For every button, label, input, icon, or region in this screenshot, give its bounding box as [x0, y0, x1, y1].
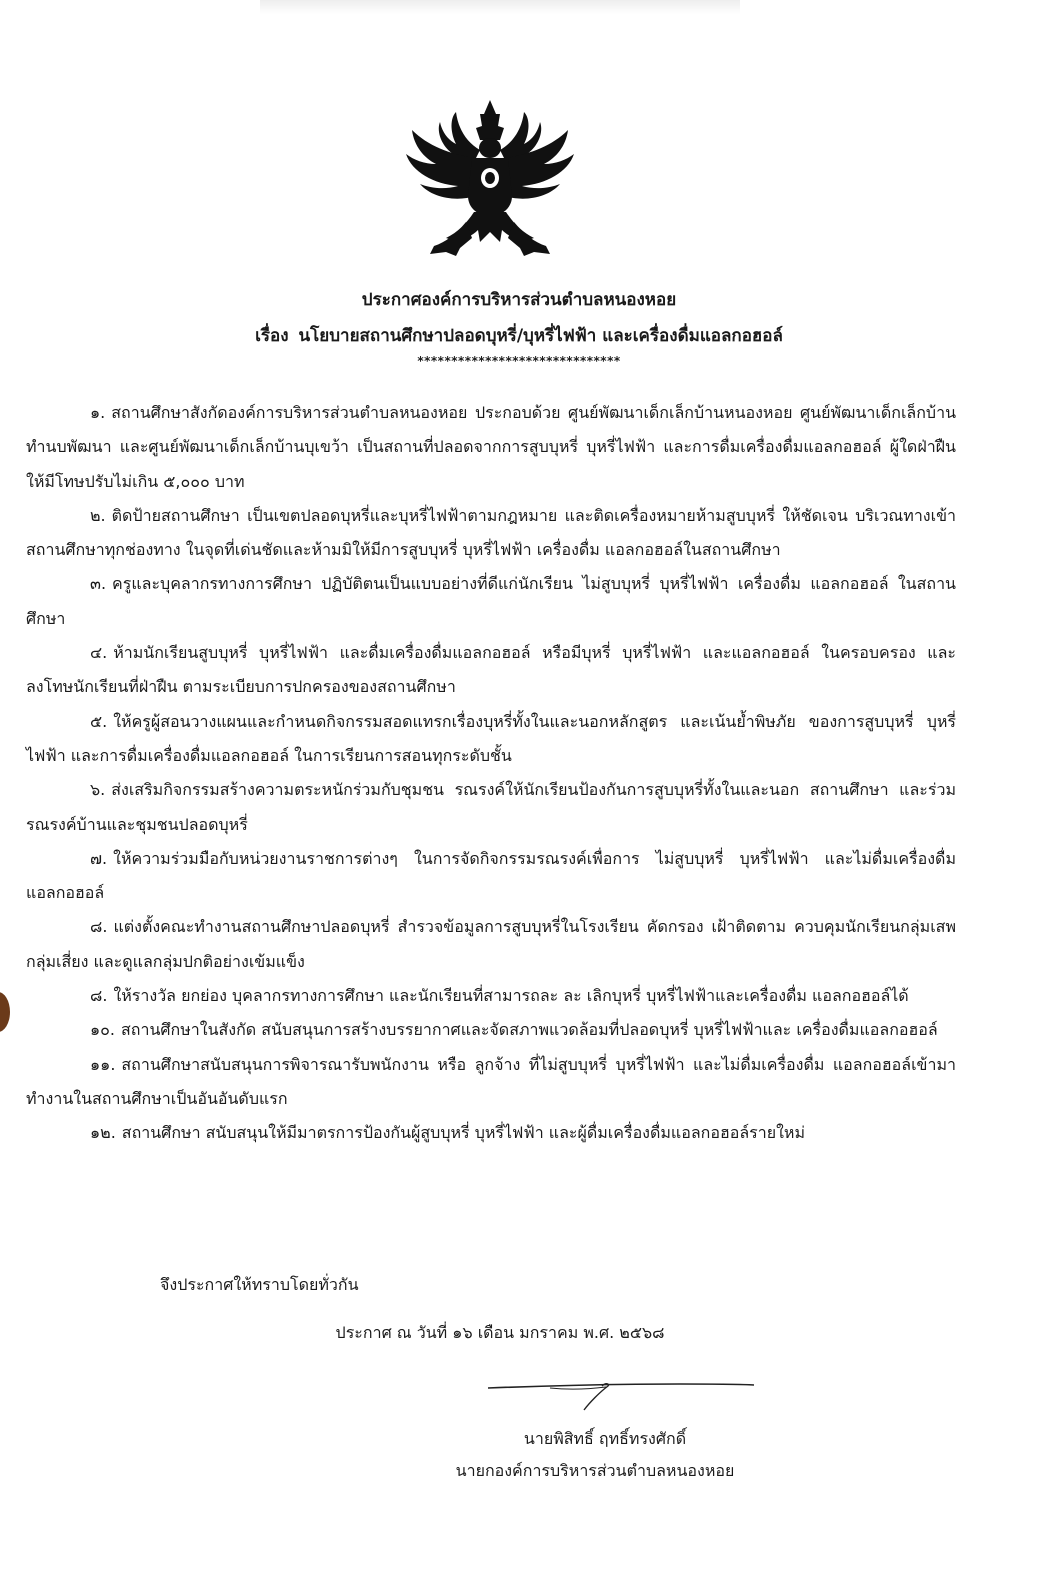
title-separator: ****************************** [417, 354, 621, 368]
item-number: ๒. [90, 505, 106, 525]
item-text: ให้ความร่วมมือกับหน่วยงานราชการต่างๆ ในการจัดกิจกรรมรณรงค์เพื่อการ ไม่สูบบุหรี่ บุหรี่ไฟฟ้า และไม่ดื่มเครื่องดื่มแอลกอฮอล์ [26, 848, 956, 903]
policy-item [26, 1048, 956, 1117]
subject-text: นโยบายสถานศึกษาปลอดบุหรี่/บุหรี่ไฟฟ้า และเครื่องดื่มแอลกอฮอล์ [298, 326, 783, 346]
item-number: ๕. [90, 711, 108, 731]
garuda-emblem-icon [400, 92, 580, 262]
closing-statement: จึงประกาศให้ทราบโดยทั่วกัน [160, 1275, 359, 1294]
item-text: สถานศึกษาสนับสนุนการพิจารณารับพนักงาน หรือ ลูกจ้าง ที่ไม่สูบบุหรี่ บุหรี่ไฟฟ้า และไม่ดื่มเครื่องดื่ม แอลกอฮอล์เข้ามาทำงานในสถานศึกษาเป็นอันอันดับแรก [26, 1054, 956, 1108]
item-text: ส่งเสริมกิจกรรมสร้างความตระหนักร่วมกับชุมชน รณรงค์ให้นักเรียนป้องกันการสูบบุหรี่ทั้งในและนอก สถานศึกษา และร่วมรณรงค์บ้านและชุมชนปลอดบุหรี่ [26, 780, 956, 834]
policy-item [26, 499, 956, 568]
announcement-title: ประกาศองค์การบริหารส่วนตำบลหนองหอย [361, 290, 677, 310]
policy-item [26, 979, 956, 1013]
item-text: สถานศึกษาในสังกัด สนับสนุนการสร้างบรรยากาศและจัดสภาพแวดล้อมที่ปลอดบุหรี่ บุหรี่ไฟฟ้าและ เครื่องดื่มแอลกอฮอล์ [121, 1020, 938, 1040]
item-number: ๑๐. [90, 1020, 116, 1040]
item-number: ๖. [90, 780, 106, 800]
policy-item [26, 910, 956, 979]
handwritten-signature-icon [480, 1366, 760, 1418]
item-number: ๘. [90, 917, 108, 937]
item-number: ๗. [90, 848, 108, 868]
announcement-subject [0, 324, 1038, 348]
policy-item [26, 636, 956, 705]
policy-list [26, 396, 956, 1151]
policy-item [26, 1013, 956, 1047]
policy-item [26, 773, 956, 842]
signer-position: นายกองค์การบริหารส่วนตำบลหนองหอย [455, 1461, 735, 1480]
item-number: ๘. [90, 986, 108, 1006]
item-text: ครูและบุคลากรทางการศึกษา ปฏิบัติตนเป็นแบบอย่างที่ดีแก่นักเรียน ไม่สูบบุหรี่ บุหรี่ไฟฟ้า เครื่องดื่ม แอลกอฮอล์ ในสถานศึกษา [26, 574, 956, 628]
item-number: ๑๒. [90, 1123, 116, 1143]
item-number: ๑๑. [90, 1054, 116, 1074]
item-number: ๓. [90, 574, 107, 594]
policy-item [26, 705, 956, 774]
item-text: แต่งตั้งคณะทำงานสถานศึกษาปลอดบุหรี่ สำรวจข้อมูลการสูบบุหรี่ในโรงเรียน คัดกรอง เฝ้าติดตาม ควบคุมนักเรียนกลุ่มเสพ กลุ่มเสี่ยง และดูแลกลุ่มปกติอย่างเข้มแข็ง [26, 917, 956, 971]
signer-name: นายพิสิทธิ์ ฤทธิ์ทรงศักดิ์ [523, 1429, 687, 1448]
item-text: ติดป้ายสถานศึกษา เป็นเขตปลอดบุหรี่และบุหรี่ไฟฟ้าตามกฎหมาย และติดเครื่องหมายห้ามสูบบุหรี่ ให้ชัดเจน บริเวณทางเข้าสถานศึกษาทุกช่องทาง ในจุดที่เด่นชัดและห้ามมิให้มีการสูบบุหรี่ บุหรี่ไฟฟ้า เครื่องดื่ม แอลกอฮอล์ในสถานศึกษา [26, 505, 956, 560]
item-number: ๑. [90, 403, 106, 422]
subject-label: เรื่อง [255, 326, 289, 346]
announcement-date: ประกาศ ณ วันที่ ๑๖ เดือน มกราคม พ.ศ. ๒๕๖๘ [335, 1323, 665, 1342]
punch-hole-mark [0, 992, 10, 1032]
policy-item [26, 567, 956, 636]
item-number: ๔. [90, 643, 108, 663]
item-text: ให้รางวัล ยกย่อง บุคลากรทางการศึกษา และนักเรียนที่สามารถละ ละ เลิกบุหรี่ บุหรี่ไฟฟ้าและเครื่องดื่ม แอลกอฮอล์ได้ [113, 986, 909, 1006]
item-text: สถานศึกษา สนับสนุนให้มีมาตรการป้องกันผู้สูบบุหรี่ บุหรี่ไฟฟ้า และผู้ดื่มเครื่องดื่มแอลกอฮอล์รายใหม่ [121, 1123, 805, 1143]
policy-item [26, 842, 956, 911]
item-text: สถานศึกษาสังกัดองค์การบริหารส่วนตำบลหนองหอย ประกอบด้วย ศูนย์พัฒนาเด็กเล็กบ้านหนองหอย ศูนย์พัฒนาเด็กเล็กบ้านทำนบพัฒนา และศูนย์พัฒนาเด็กเล็กบ้านบุเขว้า เป็นสถานที่ปลอดจากการสูบบุหรี่ บุหรี่ไฟฟ้า และการดื่มเครื่องดื่มแอลกอฮอล์ ผู้ใดฝ่าฝืน ให้มีโทษปรับไม่เกิน ๕,๐๐๐ บาท [26, 403, 956, 491]
item-text: ห้ามนักเรียนสูบบุหรี่ บุหรี่ไฟฟ้า และดื่มเครื่องดื่มแอลกอฮอล์ หรือมีบุหรี่ บุหรี่ไฟฟ้า และแอลกอฮอล์ ในครอบครอง และลงโทษนักเรียนที่ฝ่าฝืน ตามระเบียบการปกครองของสถานศึกษา [26, 643, 956, 697]
policy-item [26, 396, 956, 499]
scan-shadow [260, 0, 740, 14]
item-text: ให้ครูผู้สอนวางแผนและกำหนดกิจกรรมสอดแทรกเรื่องบุหรี่ทั้งในและนอกหลักสูตร และเน้นย้ำพิษภัย ของการสูบบุหรี่ บุหรี่ไฟฟ้า และการดื่มเครื่องดื่มแอลกอฮอล์ ในการเรียนการสอนทุกระดับชั้น [26, 711, 956, 765]
policy-item [26, 1116, 956, 1150]
